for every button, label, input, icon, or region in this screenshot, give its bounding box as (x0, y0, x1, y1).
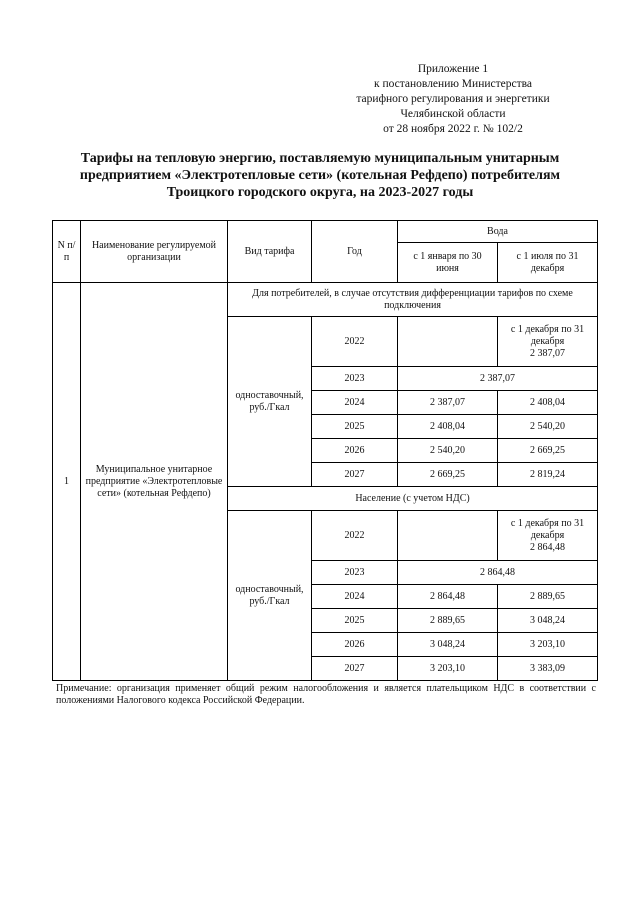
merged-value-cell: 2 864,48 (398, 561, 598, 585)
year-cell: 2023 (312, 367, 398, 391)
value-cell: 3 048,24 (498, 609, 598, 633)
header-tariff-type: Вид тарифа (228, 221, 312, 283)
tariff-table (52, 220, 598, 681)
row-number: 1 (53, 283, 81, 681)
appendix-line: Челябинской области (400, 108, 506, 120)
merged-value-cell: 2 387,07 (398, 367, 598, 391)
header-org: Наименование регулируемой организации (81, 221, 228, 283)
appendix-line: Приложение 1 (417, 63, 489, 75)
year-cell: 2026 (312, 439, 398, 463)
value-cell: 2 819,24 (498, 463, 598, 487)
year-cell: 2027 (312, 463, 398, 487)
partial-period-note: с 1 декабря по 31 декабря (510, 323, 585, 347)
value-cell: 2 889,65 (398, 609, 498, 633)
organization-name: Муниципальное унитарное предприятие «Электротепловые сети» (котельная Рефдепо) (81, 283, 228, 681)
value-cell: 3 383,09 (498, 657, 598, 681)
empty-cell (398, 317, 498, 367)
appendix-line: к постановлению Министерства (373, 78, 532, 90)
header-num: N п/п (53, 221, 81, 283)
section-label: Для потребителей, в случае отсутствия дифференциации тарифов по схеме подключения (228, 283, 598, 317)
value-cell: 2 540,20 (398, 439, 498, 463)
tariff-type: одноставочный, руб./Гкал (228, 317, 312, 487)
value-cell: 2 387,07 (398, 391, 498, 415)
tariff-type: одноставочный, руб./Гкал (228, 511, 312, 681)
title-line: Троицкого городского округа, на 2023-2027 годы (166, 185, 474, 200)
year-cell: 2026 (312, 633, 398, 657)
partial-period-value: 2 387,07 (530, 347, 565, 359)
year-cell: 2022 (312, 511, 398, 561)
header-year: Год (312, 221, 398, 283)
title-line: Тарифы на тепловую энергию, поставляемую муниципальным унитарным (80, 151, 560, 166)
header-period-2: с 1 июля по 31 декабря (498, 243, 598, 283)
section-label: Население (с учетом НДС) (228, 487, 598, 511)
document-title (40, 150, 600, 201)
year-cell: 2027 (312, 657, 398, 681)
appendix-line: от 28 ноября 2022 г. № 102/2 (383, 123, 523, 135)
value-cell: 2 408,04 (498, 391, 598, 415)
value-cell: 2 669,25 (398, 463, 498, 487)
value-cell: 3 203,10 (398, 657, 498, 681)
year-cell: 2024 (312, 391, 398, 415)
partial-period-cell (498, 511, 598, 561)
appendix-line: тарифного регулирования и энергетики (356, 93, 550, 105)
value-cell: 2 669,25 (498, 439, 598, 463)
header-water: Вода (398, 221, 598, 243)
value-cell: 2 408,04 (398, 415, 498, 439)
partial-period-note: с 1 декабря по 31 декабря (510, 517, 585, 541)
appendix-block (318, 62, 588, 137)
value-cell: 2 889,65 (498, 585, 598, 609)
partial-period-value: 2 864,48 (530, 541, 565, 553)
year-cell: 2025 (312, 609, 398, 633)
year-cell: 2025 (312, 415, 398, 439)
partial-period-cell (498, 317, 598, 367)
title-line: предприятием «Электротепловые сети» (котельная Рефдепо) потребителям (79, 168, 561, 183)
year-cell: 2022 (312, 317, 398, 367)
year-cell: 2023 (312, 561, 398, 585)
value-cell: 3 048,24 (398, 633, 498, 657)
header-period-1: с 1 января по 30 июня (398, 243, 498, 283)
year-cell: 2024 (312, 585, 398, 609)
empty-cell (398, 511, 498, 561)
value-cell: 2 540,20 (498, 415, 598, 439)
value-cell: 2 864,48 (398, 585, 498, 609)
value-cell: 3 203,10 (498, 633, 598, 657)
footnote: Примечание: организация применяет общий режим налогообложения и является плательщиком НДС в соответствии с положениями Налогового кодекса Российской Федерации. (56, 683, 596, 706)
